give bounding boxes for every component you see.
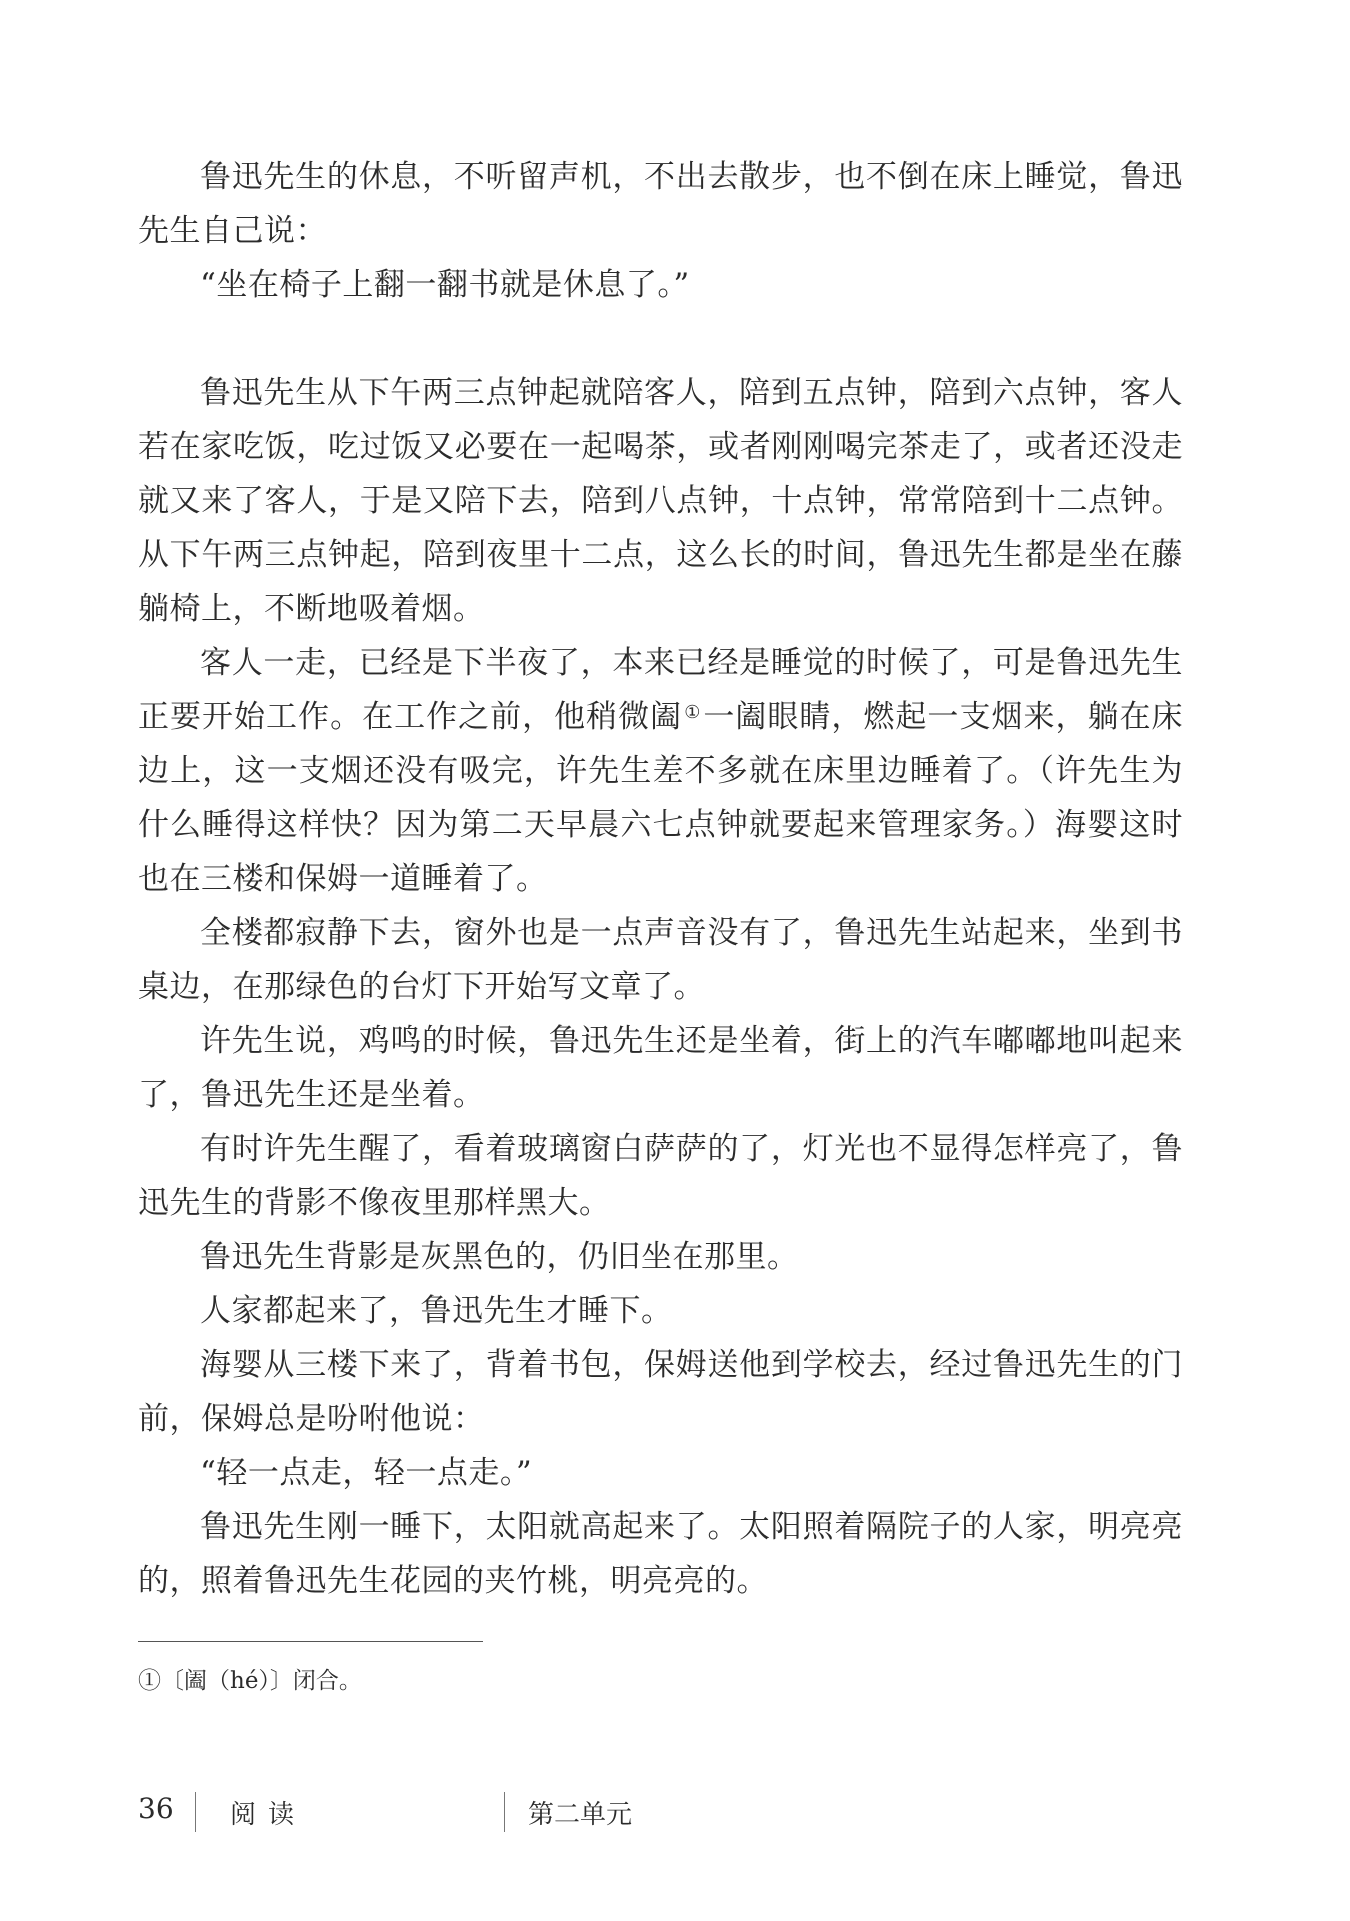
- section-label: 阅读: [230, 1800, 307, 1830]
- page-number: 36: [138, 1792, 174, 1825]
- body-text: [138, 150, 1183, 1608]
- paragraph: 有时许先生醒了，看着玻璃窗白萨萨的了，灯光也不显得怎样亮了，鲁迅先生的背影不像夜里那样黑大。: [138, 1131, 1183, 1221]
- page-footer: [0, 1792, 1350, 1836]
- footnote-reference: ①: [684, 702, 702, 723]
- unit-label: 第二单元: [528, 1800, 633, 1830]
- paragraph: 许先生说，鸡鸣的时候，鲁迅先生还是坐着，街上的汽车嘟嘟地叫起来了，鲁迅先生还是坐着。: [138, 1023, 1183, 1113]
- paragraph: 全楼都寂静下去，窗外也是一点声音没有了，鲁迅先生站起来，坐到书桌边，在那绿色的台灯下开始写文章了。: [138, 915, 1183, 1005]
- paragraph-text: 客人一走，已经是下半夜了，本来已经是睡觉的时候了，可是鲁迅先生正要开始工作。在工作之前，他稍微阖: [138, 645, 1183, 735]
- paragraph-with-footnote: [138, 636, 1183, 906]
- paragraph: 鲁迅先生背影是灰黑色的，仍旧坐在那里。: [200, 1239, 799, 1275]
- footnote: ①〔阖（hé）〕闭合。: [138, 1668, 362, 1694]
- footnote-divider: [138, 1641, 483, 1642]
- paragraph: 鲁迅先生从下午两三点钟起就陪客人，陪到五点钟，陪到六点钟，客人若在家吃饭，吃过饭又必要在一起喝茶，或者刚刚喝完茶走了，或者还没走就又来了客人，于是又陪下去，陪到八点钟，十点钟，常常陪到十二点钟。从下午两三点钟起，陪到夜里十二点，这么长的时间，鲁迅先生都是坐在藤躺椅上，不断地吸着烟。: [138, 375, 1183, 627]
- quote-paragraph: “坐在椅子上翻一翻书就是休息了。”: [200, 267, 690, 303]
- paragraph-text: 一阖眼睛，燃起一支烟来，躺在床边上，这一支烟还没有吸完，许先生差不多就在床里边睡着了。（许先生为什么睡得这样快？因为第二天早晨六七点钟就要起来管理家务。）海婴这时也在三楼和保姆一道睡着了。: [138, 699, 1184, 897]
- footer-divider: [504, 1792, 505, 1832]
- footer-divider: [195, 1792, 196, 1832]
- paragraph: 鲁迅先生刚一睡下，太阳就高起来了。太阳照着隔院子的人家，明亮亮的，照着鲁迅先生花园的夹竹桃，明亮亮的。: [138, 1509, 1183, 1599]
- section-break: [138, 312, 1183, 366]
- paragraph: 人家都起来了，鲁迅先生才睡下。: [200, 1293, 673, 1329]
- paragraph: 鲁迅先生的休息，不听留声机，不出去散步，也不倒在床上睡觉，鲁迅先生自己说：: [138, 159, 1183, 249]
- paragraph: 海婴从三楼下来了，背着书包，保姆送他到学校去，经过鲁迅先生的门前，保姆总是吩咐他说：: [138, 1347, 1183, 1437]
- quote-paragraph: “轻一点走，轻一点走。”: [200, 1455, 533, 1491]
